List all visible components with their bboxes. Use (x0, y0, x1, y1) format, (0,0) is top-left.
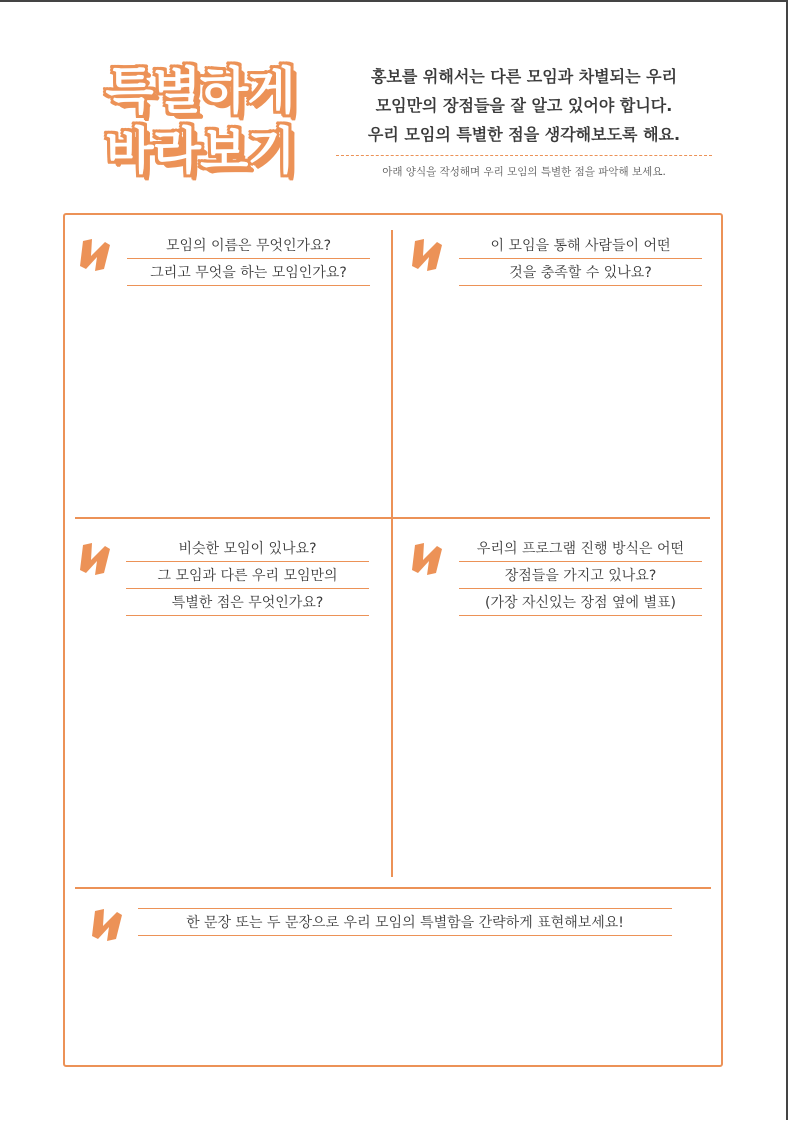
page-title (78, 62, 322, 186)
intro-divider (336, 155, 712, 156)
prompt-top-right (459, 232, 702, 286)
prompt-top-left-line-1: 모임의 이름은 무엇인가요? (127, 232, 370, 259)
horizontal-divider-middle (75, 517, 710, 519)
prompt-bottom-left (126, 535, 369, 616)
worksheet-frame (63, 213, 723, 1067)
prompt-footer (138, 908, 672, 936)
prompt-bottom-right (459, 535, 702, 616)
prompt-bottom-left-line-1: 비슷한 모임이 있나요? (126, 535, 369, 562)
prompt-top-left (127, 232, 370, 286)
lightning-bolt-icon (408, 540, 446, 578)
prompt-bottom-left-line-3: 특별한 점은 무엇인가요? (126, 589, 369, 616)
prompt-footer-line-1: 한 문장 또는 두 문장으로 우리 모임의 특별함을 간략하게 표현해보세요! (138, 908, 672, 936)
title-line-2: 바라보기 (105, 122, 295, 180)
prompt-bottom-right-line-3: (가장 자신있는 장점 옆에 별표) (459, 589, 702, 616)
prompt-bottom-right-line-2: 장점들을 가지고 있나요? (459, 562, 702, 589)
lightning-bolt-icon (408, 236, 446, 274)
intro-line-3: 우리 모임의 특별한 점을 생각해보도록 해요. (367, 125, 681, 144)
intro-line-1: 홍보를 위해서는 다른 모임과 차별되는 우리 (370, 67, 678, 86)
intro-line-2: 모임만의 장점들을 잘 알고 있어야 합니다. (375, 96, 673, 115)
title-line-1: 특별하게 (105, 62, 295, 120)
horizontal-divider-bottom (75, 887, 711, 889)
intro-subtitle: 아래 양식을 작성해며 우리 모임의 특별한 점을 파악해 보세요. (382, 166, 666, 178)
prompt-top-left-line-2: 그리고 무엇을 하는 모임인가요? (127, 259, 370, 286)
prompt-top-right-line-2: 것을 충족할 수 있나요? (459, 259, 702, 286)
vertical-divider (391, 230, 393, 877)
prompt-top-right-line-1: 이 모임을 통해 사람들이 어떤 (459, 232, 702, 259)
lightning-bolt-icon (88, 906, 126, 944)
lightning-bolt-icon (76, 540, 114, 578)
lightning-bolt-icon (76, 236, 114, 274)
intro-text (336, 62, 712, 179)
prompt-bottom-right-line-1: 우리의 프로그램 진행 방식은 어떤 (459, 535, 702, 562)
prompt-bottom-left-line-2: 그 모임과 다른 우리 모임만의 (126, 562, 369, 589)
